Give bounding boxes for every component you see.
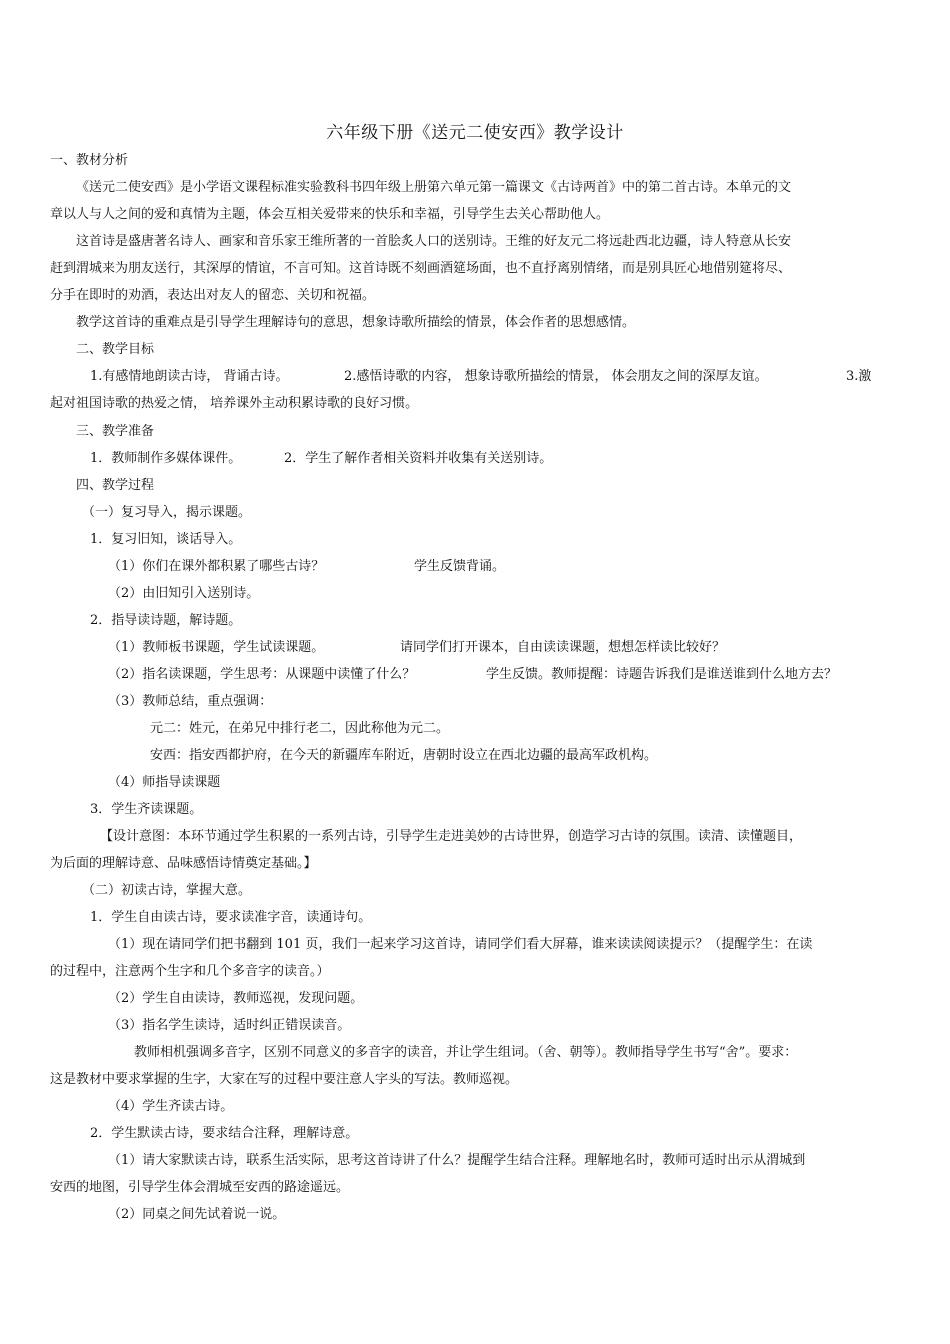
process-step: 1．复习旧知，谈话导入。: [90, 532, 242, 547]
goal-item: 2.感悟诗歌的内容， 想象诗歌所描绘的情景， 体会朋友之间的深厚友谊。: [344, 369, 768, 384]
prep-item: 2．学生了解作者相关资料并收集有关送别诗。: [284, 451, 553, 466]
design-intent: 【设计意图：本环节通过学生积累的一系列古诗，引导学生走进美妙的古诗世界，创造学习古诗的氛围。读清、读懂题目，: [100, 829, 803, 844]
process-substep: （2）同桌之间先试着说一说。: [108, 1207, 286, 1222]
prep-item: 1．教师制作多媒体课件。: [90, 451, 242, 466]
term-explanation: 安西：指安西都护府，在今天的新疆库车附近，唐朝时设立在西北边疆的最高军政机构。: [150, 748, 658, 763]
process-substep: （3）教师总结，重点强调：: [108, 694, 273, 709]
process-substep: （1）现在请同学们把书翻到 101 页，我们一起来学习这首诗，请同学们看大屏幕，谁来读读阅读提示？（提醒学生：在读: [108, 937, 813, 952]
process-substep: （2）学生自由读诗，教师巡视，发现问题。: [108, 991, 364, 1006]
process-step: 1．学生自由读古诗，要求读准字音，读通诗句。: [90, 910, 372, 925]
section-heading-prep: 三、教学准备: [76, 424, 155, 439]
process-substep: （1）你们在课外都积累了哪些古诗？: [108, 559, 325, 574]
paragraph-line: 《送元二使安西》是小学语文课程标准实验教科书四年级上册第六单元第一篇课文《古诗两首》中的第二首古诗。本单元的文: [76, 180, 792, 195]
process-substep: 学生反馈背诵。: [414, 559, 506, 574]
paragraph-line: 赶到渭城来为朋友送行，其深厚的情谊，不言可知。这首诗既不刻画酒筵场面，也不直抒离别情绪，而是别具匠心地借别筵将尽、: [50, 261, 792, 276]
process-part: （二）初读古诗，掌握大意。: [82, 883, 252, 898]
goal-item: 起对祖国诗歌的热爱之情， 培养课外主动积累诗歌的良好习惯。: [50, 396, 419, 411]
teacher-note: 教师相机强调多音字，区别不同意义的多音字的读音，并让学生组词。（舍、朝等）。教师指导学生书写“舍”。要求：: [134, 1045, 798, 1060]
design-intent: 为后面的理解诗意、品味感悟诗情奠定基础。】: [50, 856, 317, 871]
process-step: 2．指导读诗题，解诗题。: [90, 613, 242, 628]
process-substep: （1）教师板书课题，学生试读课题。: [108, 640, 325, 655]
teacher-note: 这是教材中要求掌握的生字，大家在写的过程中要注意人字头的写法。教师巡视。: [50, 1072, 519, 1087]
paragraph-line: 这首诗是盛唐著名诗人、画家和音乐家王维所著的一首脍炙人口的送别诗。王维的好友元二将远赴西北边疆，诗人特意从长安: [76, 234, 792, 249]
process-substep: 的过程中，注意两个生字和几个多音字的读音。）: [50, 964, 330, 979]
process-substep: 安西的地图，引导学生体会渭城至安西的路途遥远。: [50, 1180, 350, 1195]
section-heading-goals: 二、教学目标: [76, 342, 155, 357]
process-substep: （4）学生齐读古诗。: [108, 1099, 234, 1114]
paragraph-line: 章以人与人之间的爱和真情为主题，体会互相关爱带来的快乐和幸福，引导学生去关心帮助他人。: [50, 207, 610, 222]
goal-item: 3.激: [846, 369, 872, 384]
process-substep: （3）指名学生读诗，适时纠正错误读音。: [108, 1018, 351, 1033]
process-part: （一）复习导入，揭示课题。: [82, 505, 252, 520]
paragraph-line: 教学这首诗的重难点是引导学生理解诗句的意思，想象诗歌所描绘的情景，体会作者的思想感情。: [76, 315, 636, 330]
process-substep: 学生反馈。教师提醒：诗题告诉我们是谁送谁到什么地方去？: [486, 667, 838, 682]
process-step: 3．学生齐读课题。: [90, 802, 203, 817]
goal-item: 1.有感情地朗读古诗， 背诵古诗。: [90, 369, 289, 384]
section-heading-process: 四、教学过程: [76, 478, 155, 493]
section-heading-analysis: 一、教材分析: [50, 153, 129, 168]
document-title: 六年级下册《送元二使安西》教学设计: [326, 123, 624, 143]
process-substep: （4）师指导读课题: [108, 775, 221, 790]
process-substep: （2）指名读课题，学生思考：从课题中读懂了什么？: [108, 667, 416, 682]
paragraph-line: 分手在即时的劝酒，表达出对友人的留恋、关切和祝福。: [50, 288, 376, 303]
term-explanation: 元二：姓元，在弟兄中排行老二，因此称他为元二。: [150, 721, 450, 736]
process-step: 2．学生默读古诗，要求结合注释，理解诗意。: [90, 1126, 359, 1141]
process-substep: （1）请大家默读古诗，联系生活实际，思考这首诗讲了什么？提醒学生结合注释。理解地名时，教师可适时出示从渭城到: [108, 1153, 806, 1168]
process-substep: （2）由旧知引入送别诗。: [108, 586, 260, 601]
process-substep: 请同学们打开课本，自由读读课题，想想怎样读比较好？: [400, 640, 726, 655]
